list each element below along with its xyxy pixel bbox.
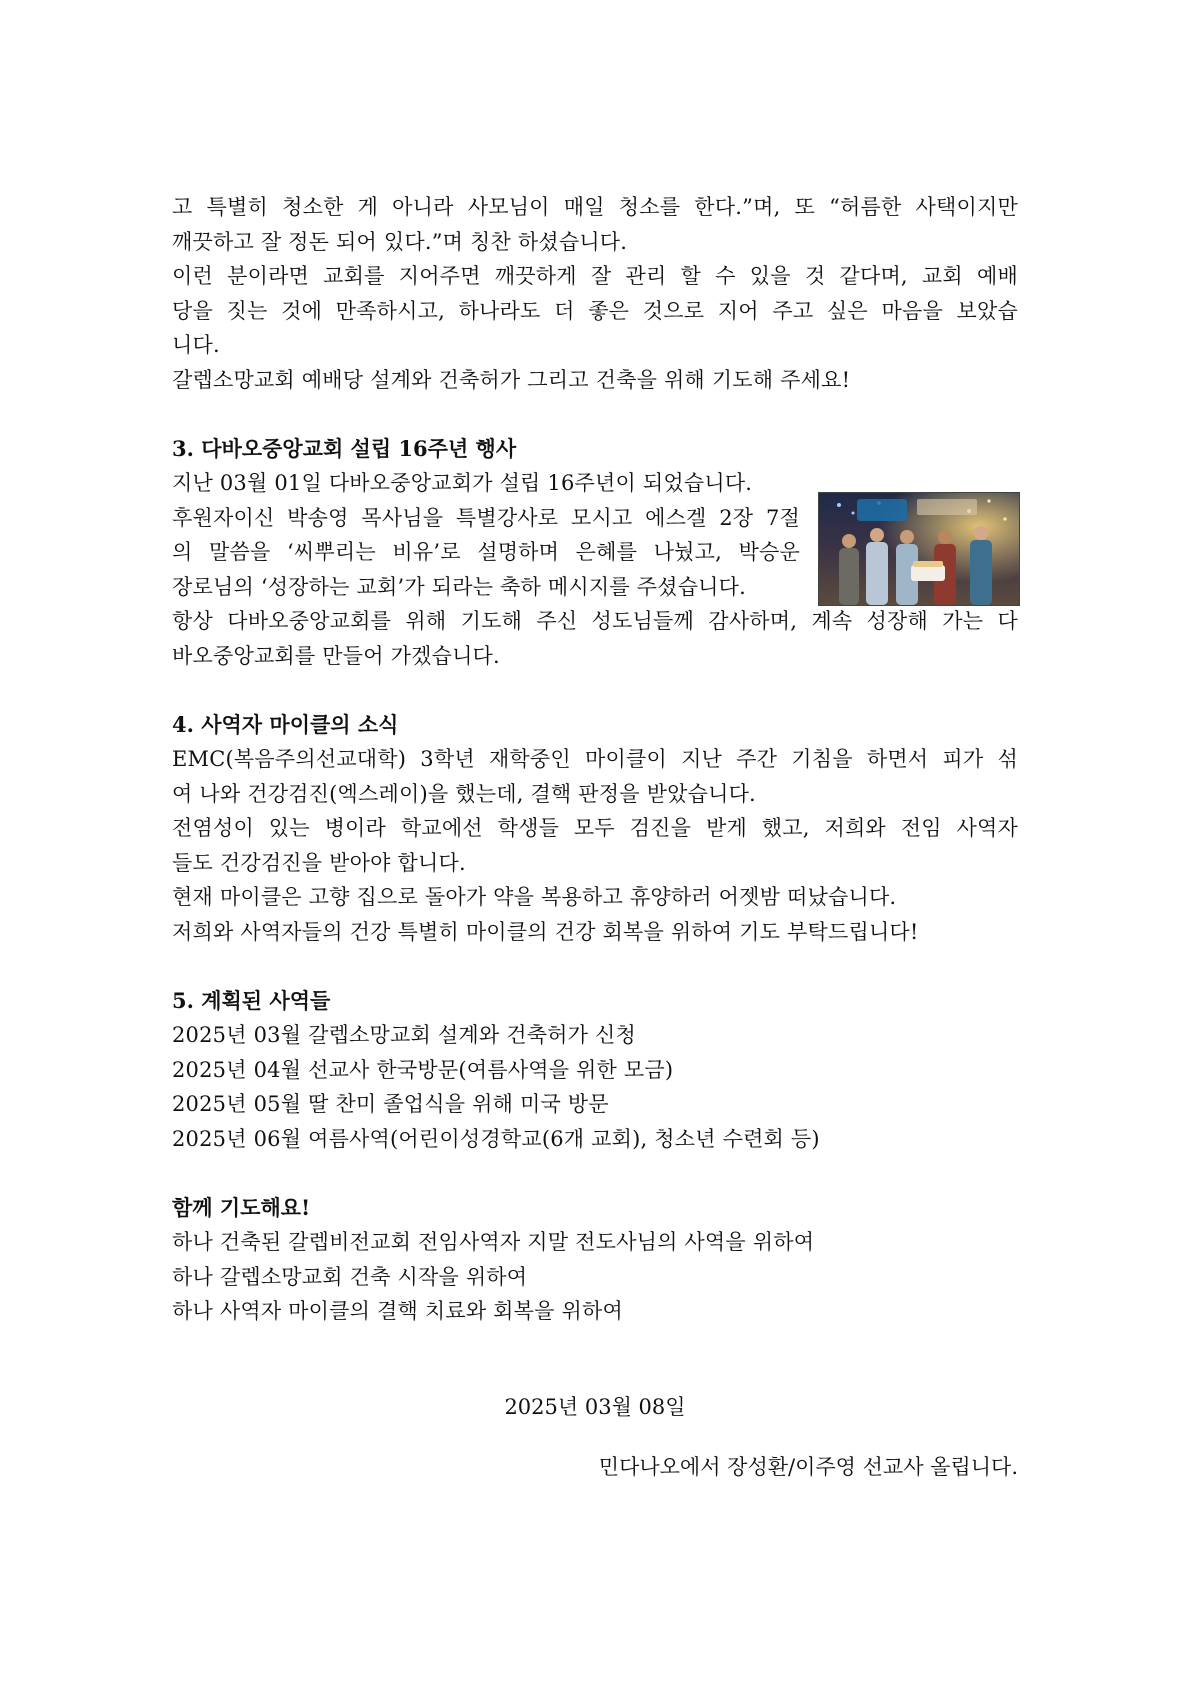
- prayer-item: 하나 사역자 마이클의 결핵 치료와 회복을 위하여: [172, 1299, 623, 1323]
- intro-paragraph: [172, 190, 1018, 397]
- section-line: 항상 다바오중앙교회를 위해 기도해 주신 성도님들께 감사하며, 계속 성장해 가는 다: [172, 609, 1018, 633]
- intro-line: 이런 분이라면 교회를 지어주면 깨끗하게 잘 관리 할 수 있을 것 같다며, 교회 예배: [172, 264, 1018, 288]
- section-heading: 3. 다바오중앙교회 설립 16주년 행사: [172, 435, 517, 461]
- section-prayer: [172, 1191, 1018, 1329]
- section-line: 저희와 사역자들의 건강 특별히 마이클의 건강 회복을 위하여 기도 부탁드립니다!: [172, 919, 919, 944]
- intro-line: 고 특별히 청소한 게 아니라 사모님이 매일 청소를 한다.”며, 또 “허름한 사택이지만: [172, 195, 1018, 219]
- section-line: 지난 03월 01일 다바오중앙교회가 설립 16주년이 되었습니다.: [172, 471, 753, 495]
- section-heading: 함께 기도해요!: [172, 1194, 311, 1220]
- prayer-item: 하나 갈렙소망교회 건축 시작을 위하여: [172, 1264, 528, 1289]
- letter-page: [172, 190, 1018, 1329]
- section-planned-ministries: [172, 984, 1018, 1157]
- plan-item: 2025년 03월 갈렙소망교회 설계와 건축허가 신청: [172, 1023, 637, 1047]
- anniversary-photo: [818, 492, 1020, 606]
- section-michael-news: [172, 708, 1018, 950]
- intro-line: 니다.: [172, 333, 220, 357]
- intro-line: 갈렙소망교회 예배당 설계와 건축허가 그리고 건축을 위해 기도해 주세요!: [172, 367, 851, 392]
- section-line: 전염성이 있는 병이라 학교에선 학생들 모두 검진을 받게 했고, 저희와 전임 사역자: [172, 816, 1018, 840]
- plan-item: 2025년 04월 선교사 한국방문(여름사역을 위한 모금): [172, 1057, 674, 1082]
- section-line: 장로님의 ‘성장하는 교회’가 되라는 축하 메시지를 주셨습니다.: [172, 574, 747, 599]
- letter-signature: 민다나오에서 장성환/이주영 선교사 올립니다.: [598, 1455, 1018, 1479]
- section-heading: 4. 사역자 마이클의 소식: [172, 711, 399, 737]
- section-line: EMC(복음주의선교대학) 3학년 재학중인 마이클이 지난 주간 기침을 하면서 피가 섞: [172, 747, 1018, 771]
- prayer-item: 하나 건축된 갈렙비전교회 전임사역자 지말 전도사님의 사역을 위하여: [172, 1230, 815, 1254]
- section-line: 후원자이신 박송영 목사님을 특별강사로 모시고 에스겔 2장 7절: [172, 505, 800, 530]
- intro-line: 깨끗하고 잘 정돈 되어 있다.”며 칭찬 하셨습니다.: [172, 229, 628, 254]
- anniversary-photo-image: [819, 493, 1019, 605]
- section-line: 들도 건강검진을 받아야 합니다.: [172, 850, 466, 875]
- section-line: 현재 마이클은 고향 집으로 돌아가 약을 복용하고 휴양하러 어젯밤 떠났습니다.: [172, 885, 897, 909]
- letter-date: 2025년 03월 08일: [504, 1395, 686, 1419]
- section-line: 바오중앙교회를 만들어 가겠습니다.: [172, 643, 500, 668]
- plan-item: 2025년 05월 딸 찬미 졸업식을 위해 미국 방문: [172, 1092, 609, 1116]
- section-line: 의 말씀을 ‘씨뿌리는 비유’로 설명하며 은혜를 나눴고, 박승운: [172, 540, 800, 564]
- intro-line: 당을 짓는 것에 만족하시고, 하나라도 더 좋은 것으로 지어 주고 싶은 마음을 보았습: [172, 298, 1018, 323]
- section-line: 여 나와 건강검진(엑스레이)을 했는데, 결핵 판정을 받았습니다.: [172, 781, 756, 806]
- plan-item: 2025년 06월 여름사역(어린이성경학교(6개 교회), 청소년 수련회 등): [172, 1126, 820, 1151]
- section-heading: 5. 계획된 사역들: [172, 987, 331, 1013]
